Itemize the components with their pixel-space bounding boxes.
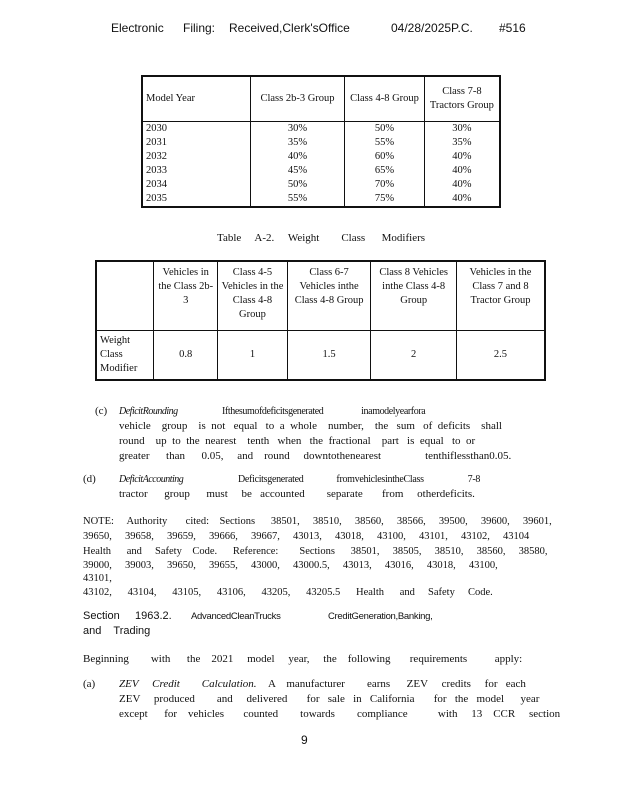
table-a2-header: Class 8 Vehicles inthe Class 4-8 Group <box>371 261 457 331</box>
section-c-line: greater than 0.05, and round downtothenearest tenthiflessthan0.05. <box>119 450 512 462</box>
section-a-line: ZEV produced and delivered for sale in California for the model year <box>119 693 540 705</box>
table-a2-row-label: Weight Class Modifier <box>96 331 154 381</box>
table-a1-header: Model Year <box>142 76 250 122</box>
table-row <box>142 122 500 137</box>
note-line: 39650, 39658, 39659, 39666, 39667, 43013, 43018, 43100, 43101, 43102, 43104 <box>83 531 530 542</box>
section-heading-title: AdvancedCleanTrucks <box>191 611 281 622</box>
section-c-title: DeficitRounding <box>119 406 178 417</box>
table-cell: 35% <box>424 136 500 150</box>
header-received: Received,Clerk'sOffice <box>229 21 350 35</box>
section-a-line: A manufacturer earns ZEV credits for each <box>268 678 526 690</box>
section-d-title: DeficitAccounting <box>119 474 184 485</box>
table-a2-caption: Table A-2. Weight Class Modifiers <box>217 232 426 244</box>
section-heading-subtitle: CreditGeneration,Banking, <box>328 611 433 622</box>
header-electronic: Electronic <box>111 21 164 35</box>
section-c-line: vehicle group is not equal to a whole number, the sum of deficits shall <box>119 420 502 432</box>
section-d-line: tractor group must be accounted separate from otherdeficits. <box>119 488 475 500</box>
table-cell: 2035 <box>142 192 250 207</box>
table-cell: 40% <box>250 150 344 164</box>
section-heading-line2: and Trading <box>83 625 151 637</box>
table-row <box>142 136 500 150</box>
table-cell: 45% <box>250 164 344 178</box>
table-a1 <box>141 75 501 208</box>
section-c-line: round up to the nearest tenth when the fractional part is equal to or <box>119 435 476 447</box>
table-a1-header: Class 2b-3 Group <box>250 76 344 122</box>
table-cell: 50% <box>345 122 425 137</box>
table-cell: 65% <box>345 164 425 178</box>
table-row <box>142 178 500 192</box>
table-cell: 40% <box>424 192 500 207</box>
table-cell: 2 <box>371 331 457 381</box>
section-a-title: ZEV Credit Calculation. <box>119 678 257 690</box>
table-cell: 75% <box>345 192 425 207</box>
table-a2-header: Class 6-7 Vehicles inthe Class 4-8 Group <box>287 261 371 331</box>
section-heading-number: Section 1963.2. <box>83 610 172 622</box>
note-line: 43101, <box>83 573 112 584</box>
note-line: Health and Safety Code. Reference: Sections 38501, 38505, 38510, 38560, 38580, <box>83 546 548 557</box>
table-a1-header: Class 4-8 Group <box>345 76 425 122</box>
table-cell: 0.8 <box>154 331 218 381</box>
note-line: NOTE: Authority cited: Sections 38501, 38510, 38560, 38566, 39500, 39600, 39601, <box>83 516 552 527</box>
table-cell: 2030 <box>142 122 250 137</box>
table-a2-header: Vehicles in the Class 2b-3 <box>154 261 218 331</box>
table-cell: 1.5 <box>287 331 371 381</box>
table-row <box>142 192 500 207</box>
table-cell: 70% <box>345 178 425 192</box>
table-a2-header: Vehicles in the Class 7 and 8 Tractor Group <box>456 261 545 331</box>
table-cell: 40% <box>424 150 500 164</box>
section-c-line: Ifthesumofdeficitsgenerated inamodelyearfora <box>222 406 426 417</box>
table-cell: 40% <box>424 164 500 178</box>
table-a1-header: Class 7-8 Tractors Group <box>424 76 500 122</box>
section-a-line: except for vehicles counted towards compliance with 13 CCR section <box>119 708 561 720</box>
note-line: 39000, 39003, 39650, 39655, 43000, 43000.5, 43013, 43016, 43018, 43100, <box>83 560 498 571</box>
beginning-text: Beginning with the 2021 model year, the following requirements apply: <box>83 653 523 665</box>
header-date: 04/28/2025P.C. <box>391 21 473 35</box>
table-cell: 2034 <box>142 178 250 192</box>
section-d-label: (d) <box>83 473 96 485</box>
table-a2-header: Class 4-5 Vehicles in the Class 4-8 Group <box>218 261 288 331</box>
table-cell: 55% <box>250 192 344 207</box>
table-cell: 55% <box>345 136 425 150</box>
header-number: #516 <box>499 21 526 35</box>
section-a-label: (a) <box>83 678 96 690</box>
table-cell: 60% <box>345 150 425 164</box>
table-cell: 2031 <box>142 136 250 150</box>
table-a2-header <box>96 261 154 331</box>
table-cell: 2032 <box>142 150 250 164</box>
table-cell: 35% <box>250 136 344 150</box>
section-c-label: (c) <box>95 405 108 417</box>
table-row <box>142 150 500 164</box>
table-cell: 30% <box>424 122 500 137</box>
table-cell: 30% <box>250 122 344 137</box>
table-row <box>142 164 500 178</box>
table-cell: 50% <box>250 178 344 192</box>
note-line: 43102, 43104, 43105, 43106, 43205, 43205.5 Health and Safety Code. <box>83 587 493 598</box>
table-cell: 2.5 <box>456 331 545 381</box>
table-row <box>96 331 545 381</box>
table-cell: 2033 <box>142 164 250 178</box>
table-cell: 1 <box>218 331 288 381</box>
table-a2 <box>95 260 546 381</box>
section-d-line: Deficitsgenerated fromvehiclesintheClass 7-8 <box>238 474 481 485</box>
table-cell: 40% <box>424 178 500 192</box>
page-number: 9 <box>301 733 308 747</box>
header-filing: Filing: <box>183 21 216 35</box>
